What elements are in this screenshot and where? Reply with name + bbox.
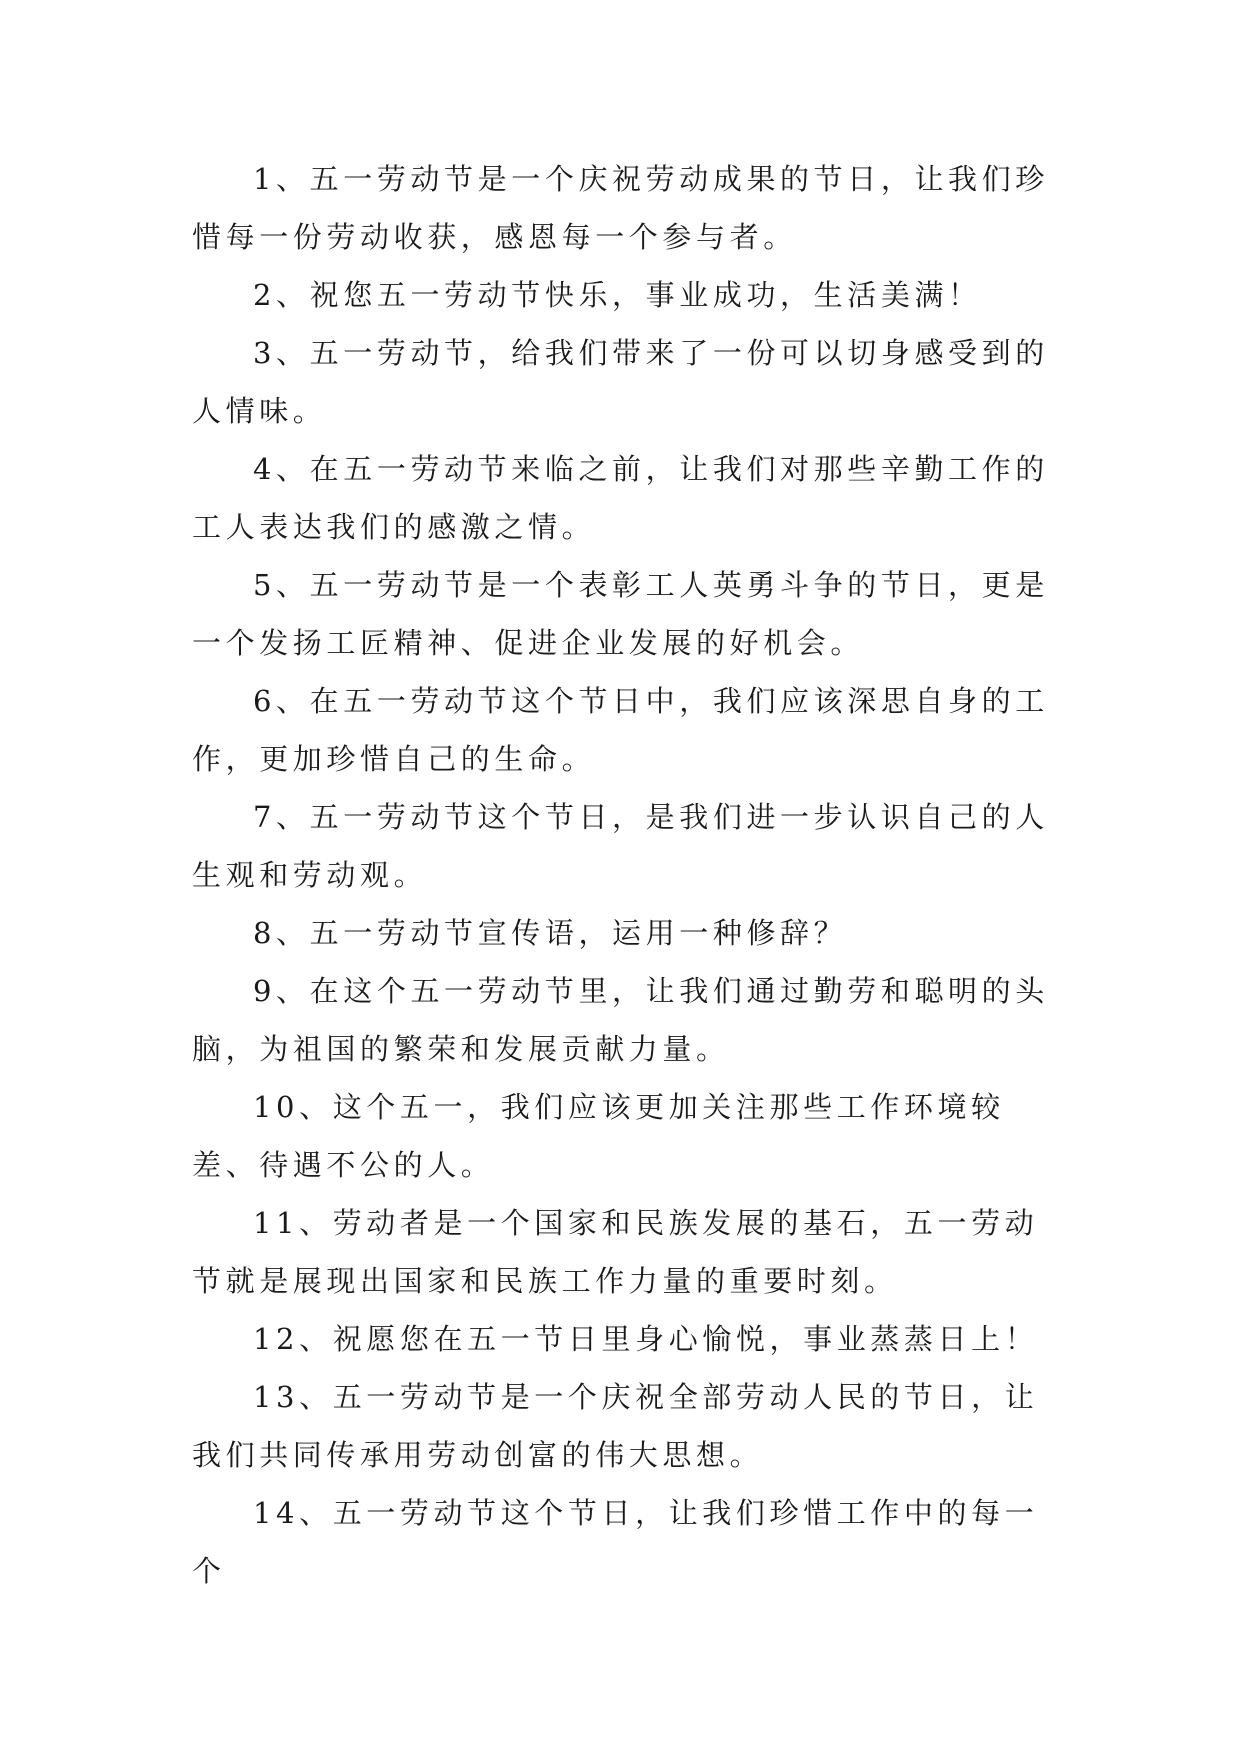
paragraph-5: 5、五一劳动节是一个表彰工人英勇斗争的节日，更是一个发扬工匠精神、促进企业发展的好机会。 — [192, 568, 1049, 660]
paragraph-1: 1、五一劳动节是一个庆祝劳动成果的节日，让我们珍惜每一份劳动收获，感恩每一个参与者。 — [192, 162, 1049, 254]
document-body — [192, 150, 1052, 1600]
paragraph-2: 2、祝您五一劳动节快乐，事业成功，生活美满！ — [253, 278, 982, 312]
paragraph-4: 4、在五一劳动节来临之前，让我们对那些辛勤工作的工人表达我们的感激之情。 — [192, 452, 1049, 544]
paragraph-3: 3、五一劳动节，给我们带来了一份可以切身感受到的人情味。 — [192, 336, 1049, 428]
paragraph-9: 9、在这个五一劳动节里，让我们通过勤劳和聪明的头脑，为祖国的繁荣和发展贡献力量。 — [192, 974, 1049, 1066]
paragraph-7: 7、五一劳动节这个节日，是我们进一步认识自己的人生观和劳动观。 — [192, 800, 1049, 892]
paragraph-11: 11、劳动者是一个国家和民族发展的基石，五一劳动节就是展现出国家和民族工作力量的重要时刻。 — [192, 1206, 1039, 1298]
paragraph-10: 10、这个五一，我们应该更加关注那些工作环境较差、待遇不公的人。 — [192, 1090, 1005, 1182]
paragraph-8: 8、五一劳动节宣传语，运用一种修辞？ — [253, 916, 848, 950]
paragraph-13: 13、五一劳动节是一个庆祝全部劳动人民的节日，让我们共同传承用劳动创富的伟大思想。 — [192, 1380, 1039, 1472]
paragraph-12: 12、祝愿您在五一节日里身心愉悦，事业蒸蒸日上！ — [253, 1322, 1039, 1356]
paragraph-14: 14、五一劳动节这个节日，让我们珍惜工作中的每一个 — [192, 1496, 1039, 1588]
paragraph-6: 6、在五一劳动节这个节日中，我们应该深思自身的工作，更加珍惜自己的生命。 — [192, 684, 1049, 776]
